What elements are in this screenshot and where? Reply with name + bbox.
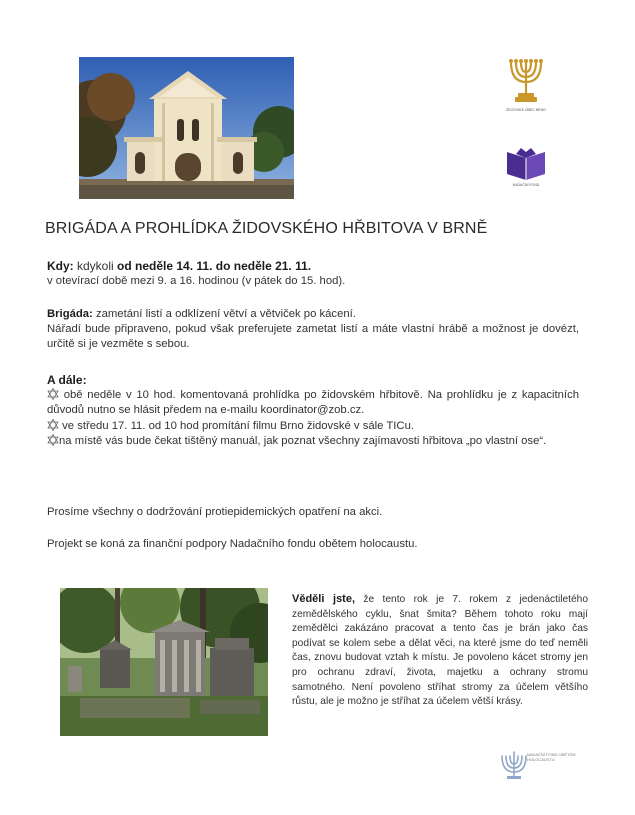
more-section xyxy=(47,373,579,449)
did-you-know-text xyxy=(292,592,588,710)
when-label: Kdy: xyxy=(47,259,74,273)
star-of-david-icon xyxy=(47,419,59,431)
cemetery-photo xyxy=(60,588,268,736)
fund-logo-caption: NADAČNÍ FOND OBĚTEM HOLOCAUSTU xyxy=(527,752,576,762)
did-you-know-body: že tento rok je 7. rokem z jedenáctiletého zemědělského cyklu, šnat šmita? Během tohoto roku mají zemědělci zakázáno pracovat a tento čas je brán jako čas podívat se kolem sebe a dělat věci, na které jsme do teď neměli čas, znovu budovat vztah k místu. Je povoleno kácet stromy jen pro ochranu zdraví, života, majetku a ochrany stromu samotného. Není povoleno stříhat stromy za účelem většího růstu, ale je možno je stříhat za účelem větší krásy. xyxy=(292,594,588,708)
more-item-1: obě neděle v 10 hod. komentovaná prohlídka po židovském hřbitově. Na prohlídku je z kapacitních důvodů nutno se hlásit předem na e-mailu koordinator@zob.cz. xyxy=(47,389,579,417)
more-item-3: na místě vás bude čekat tištěný manuál, jak poznat všechny zajímavosti hřbitova „po vlastní ose“. xyxy=(47,434,579,449)
synagogue-photo xyxy=(79,57,294,199)
when-hours: v otevírací době mezi 9. a 16. hodinou (v pátek do 15. hod). xyxy=(47,275,346,288)
page-title: BRIGÁDA A PROHLÍDKA ŽIDOVSKÉHO HŘBITOVA V BRNĚ xyxy=(45,220,488,237)
funding-text: Projekt se koná za finanční podpory Nadačního fondu obětem holocaustu. xyxy=(47,538,418,550)
did-you-know-label: Věděli jste, xyxy=(292,593,356,605)
brigade-label: Brigáda: xyxy=(47,308,93,320)
menorah-logo xyxy=(503,56,549,118)
brigade-section xyxy=(47,307,579,353)
star-of-david-icon xyxy=(47,434,59,446)
more-item-2: ve středu 17. 11. od 10 hod promítání filmu Brno židovské v sále TICu. xyxy=(47,419,579,434)
open-book-logo xyxy=(503,148,549,188)
menorah-fund-logo xyxy=(497,748,587,784)
more-heading: A dále: xyxy=(47,373,87,387)
star-of-david-icon xyxy=(47,388,59,400)
notice-text: Prosíme všechny o dodržování protiepidemických opatření na akci. xyxy=(47,506,383,518)
brigade-tools: Nářadí bude připraveno, pokud však preferujete zametat listí a máte vlastní hrábě a možnost je dovézt, určitě si je vezměte s sebou. xyxy=(47,323,579,351)
when-section xyxy=(47,259,579,289)
logo-caption: NADAČNÍ FOND xyxy=(512,183,540,187)
when-dates: od neděle 14. 11. do neděle 21. 11. xyxy=(117,259,312,273)
logo-caption: ŽIDOVSKÁ OBEC BRNO xyxy=(506,108,546,112)
when-text: kdykoli xyxy=(73,259,118,273)
brigade-text: zametání listí a odklízení větví a větviček po kácení. xyxy=(92,308,356,320)
